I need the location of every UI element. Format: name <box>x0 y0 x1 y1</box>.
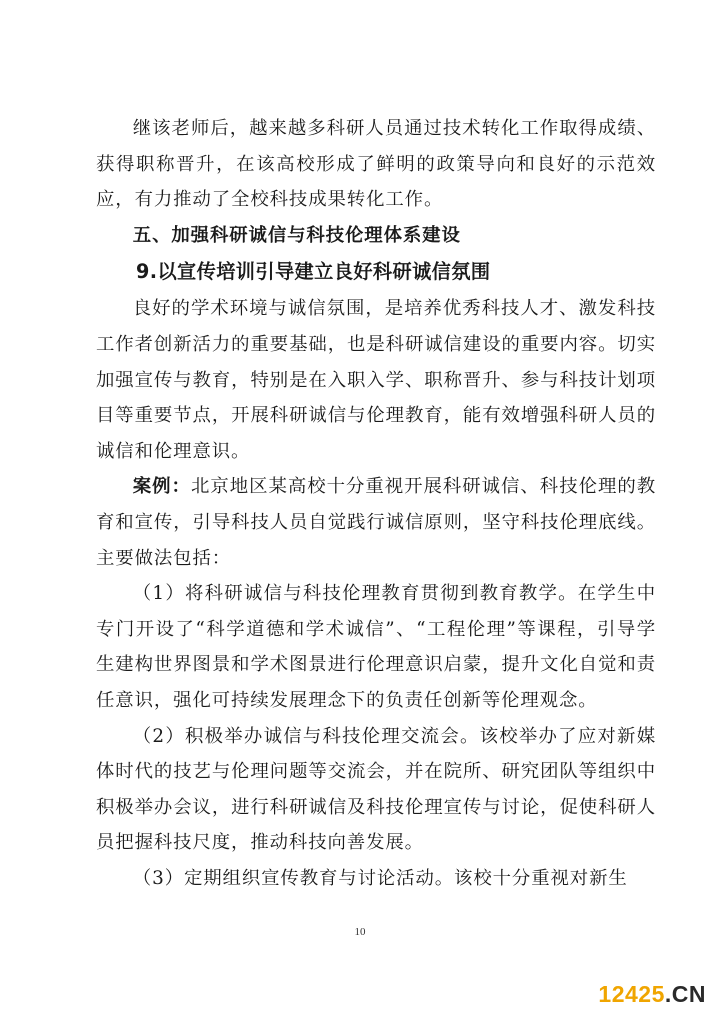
watermark-suffix: CN <box>671 981 706 1007</box>
page-number: 10 <box>354 926 366 938</box>
case-label: 案例： <box>132 476 191 498</box>
paragraph-2: 良好的学术环境与诚信氛围，是培养优秀科技人才、激发科技工作者创新活力的重要基础，也是科研诚信建设的重要内容。切实加强宣传与教育，特别是在入职入学、职称晋升、参与科技计划项目等重要节点，开展科研诚信与伦理教育，能有效增强科研人员的诚信和伦理意识。 <box>96 298 656 462</box>
list-item-3: （3）定期组织宣传教育与讨论活动。该校十分重视对新生 <box>132 867 628 889</box>
site-watermark <box>598 981 706 1008</box>
document-body <box>96 111 656 896</box>
watermark-number: 12425 <box>598 981 665 1007</box>
case-text: 北京地区某高校十分重视开展科研诚信、科技伦理的教育和宣传，引导科技人员自觉践行诚信原则，坚守科技伦理底线。主要做法包括： <box>96 476 657 569</box>
section-heading: 五、加强科研诚信与科技伦理体系建设 <box>132 224 461 246</box>
watermark-dot: . <box>664 981 672 1007</box>
paragraph-1: 继该老师后，越来越多科研人员通过技术转化工作取得成绩、获得职称晋升，在该高校形成了鲜明的政策导向和良好的示范效应，有力推动了全校科技成果转化工作。 <box>96 118 656 211</box>
case-paragraph <box>96 469 656 576</box>
subsection-heading: 9.以宣传培训引导建立良好科研诚信氛围 <box>136 260 491 284</box>
list-item-2: （2）积极举办诚信与科技伦理交流会。该校举办了应对新媒体时代的技艺与伦理问题等交流会，并在院所、研究团队等组织中积极举办会议，进行科研诚信及科技伦理宣传与讨论，促使科研人员把握科技尺度，推动科技向善发展。 <box>96 725 656 854</box>
list-item-1: （1）将科研诚信与科技伦理教育贯彻到教育教学。在学生中专门开设了“科学道德和学术诚信”、“工程伦理”等课程，引导学生建构世界图景和学术图景进行伦理意识启蒙，提升文化自觉和责任意识，强化可持续发展理念下的负责任创新等伦理观念。 <box>96 583 656 711</box>
